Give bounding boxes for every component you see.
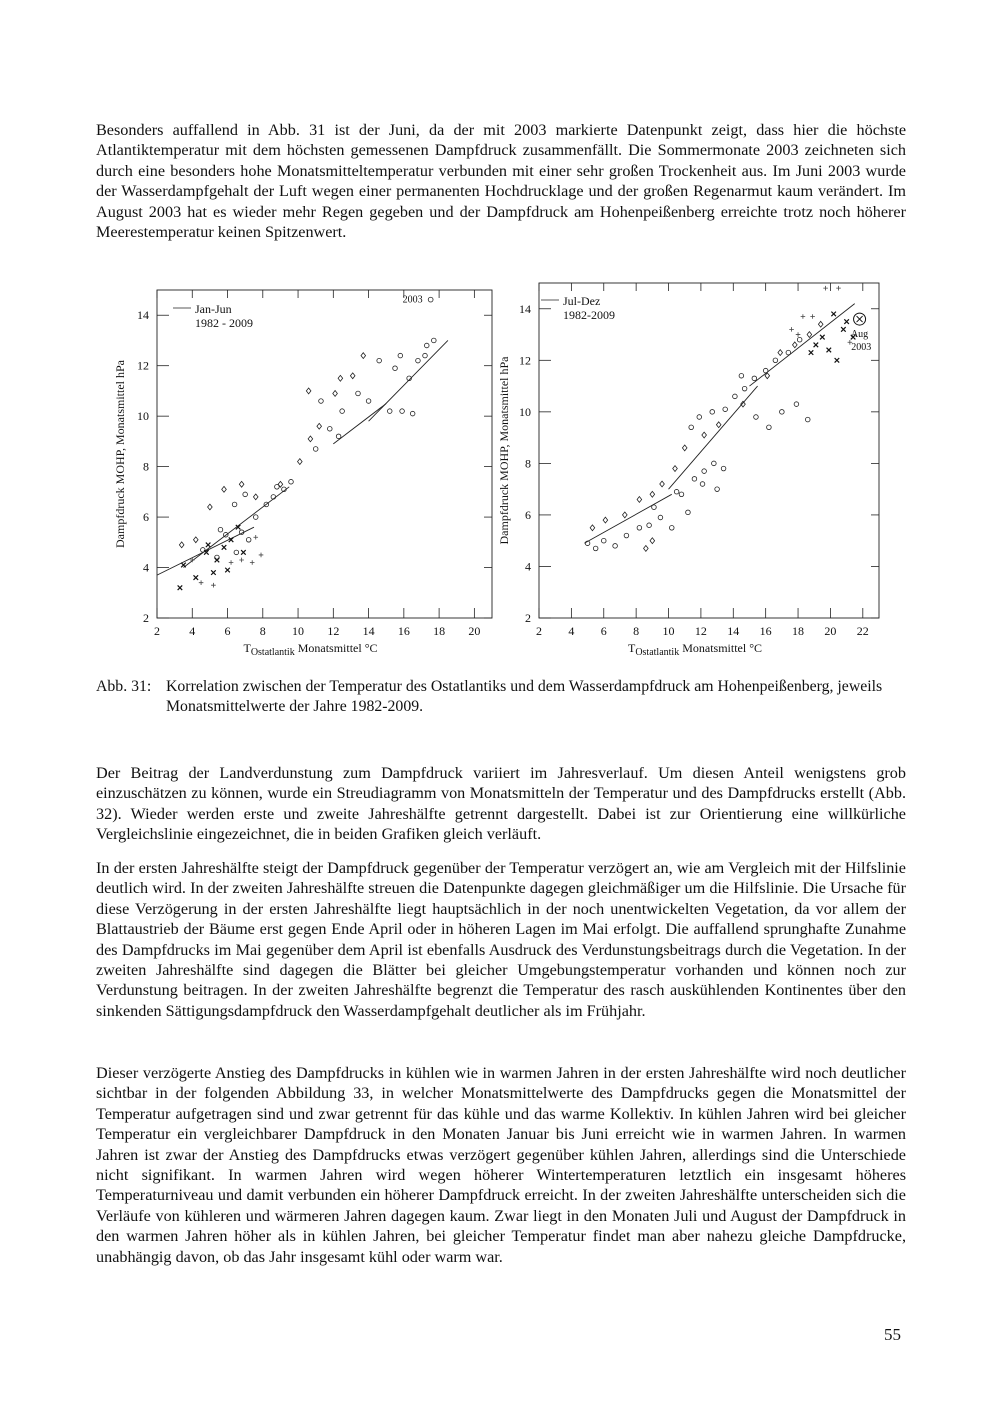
data-point-circle — [624, 533, 629, 538]
data-point-x — [809, 350, 814, 355]
scatter-chart-jan-jun — [112, 285, 507, 665]
paragraph-verzoegerung: Dieser verzögerte Anstieg des Dampfdrucks in kühlen wie in warmen Jahren in der ersten Jahreshälfte wird noch deutlicher sichtbar in der folgenden Abbildung 33, in welcher Monatsmittelwerte des Dampfdrucks gegen die Monatsmittel der Temperatur aufgetragen sind und zwar getrennt für das kühle und das warme Kollektiv. In kühlen Jahren wird bei gleicher Temperatur ein vergleichbarer Dampfdruck in den Monaten Januar bis Juni erreicht wie in warmen Jahren. In warmen Jahren ist zwar der Anstieg des Dampfdrucks etwas verzögert gegenüber kühlen Jahren, allerdings sind die Unterschiede nicht signifikant. In warmen Jahren wird wegen höherer Wintertemperaturen letztlich ein insgesamt höheres Temperaturniveau und damit verbunden ein höherer Dampfdruck erreicht. In der zweiten Jahreshälfte unterscheiden sich die Verläufe von kühleren und wärmeren Jahren dagegen kaum. Zwar liegt in den Monaten Juli und August der Dampfdruck in den warmen Jahren höher als in kühlen Jahren, bei gleicher Temperatur findet man aber nahezu gleiche Dampfdrucke, unabhängig davon, ob das Jahr insgesamt kühl oder warm war. — [96, 1064, 906, 1266]
data-point-circle — [232, 502, 237, 507]
y-tick-label: 6 — [143, 510, 149, 525]
data-point-circle — [797, 337, 802, 342]
data-point-diamond — [637, 497, 642, 503]
data-point-x — [831, 312, 836, 317]
data-point-circle — [700, 482, 705, 487]
data-point-plus — [801, 314, 806, 319]
y-axis-label: Dampfdruck MOHP, Monatsmittel hPa — [497, 356, 511, 545]
x-tick-label: 20 — [824, 624, 837, 638]
data-point-diamond — [702, 432, 707, 438]
data-point-circle — [593, 546, 598, 551]
x-tick-label: 4 — [568, 624, 575, 638]
data-point-x — [225, 568, 230, 573]
data-point-circle — [652, 505, 657, 510]
data-point-diamond — [818, 321, 823, 327]
data-point-diamond — [644, 546, 649, 552]
y-tick-label: 10 — [137, 409, 149, 424]
data-point-circle — [400, 409, 405, 414]
data-point-circle — [686, 510, 691, 515]
data-point-circle — [721, 466, 726, 471]
data-point-plus — [836, 286, 841, 291]
data-point-circle — [243, 492, 248, 497]
data-point-circle — [674, 489, 679, 494]
data-point-circle — [234, 550, 239, 555]
data-point-circle — [702, 469, 707, 474]
data-point-x — [835, 358, 840, 363]
data-point-circle — [647, 523, 652, 528]
y-tick-label: 14 — [137, 308, 149, 323]
x-tick-label: 20 — [468, 624, 481, 638]
data-point-x — [178, 585, 183, 590]
data-point-circle — [752, 376, 757, 381]
data-point-x — [814, 343, 819, 348]
data-point-x — [211, 570, 216, 575]
data-point-x — [241, 550, 246, 555]
highlight-x — [857, 316, 863, 322]
x-tick-label: 16 — [397, 624, 410, 638]
data-point-circle — [319, 399, 324, 404]
data-point-diamond — [208, 504, 213, 510]
data-point-plus — [199, 580, 204, 585]
data-point-diamond — [308, 436, 313, 442]
data-point-circle — [692, 477, 697, 482]
data-point-diamond — [778, 350, 783, 356]
data-point-circle — [356, 391, 361, 396]
data-point-plus — [253, 535, 258, 540]
data-point-x — [841, 327, 846, 332]
data-point-diamond — [239, 481, 244, 487]
annotation-label: 2003 — [402, 294, 423, 306]
data-point-x — [193, 575, 198, 580]
y-tick-label: 2 — [143, 611, 149, 625]
data-point-circle — [423, 353, 428, 358]
data-point-circle — [336, 434, 341, 439]
data-point-diamond — [350, 373, 355, 379]
data-point-circle — [689, 425, 694, 430]
data-point-diamond — [660, 481, 665, 487]
x-tick-label: 18 — [792, 624, 805, 638]
regression-line — [669, 386, 758, 489]
data-point-circle — [424, 343, 429, 348]
data-point-plus — [259, 553, 264, 558]
paragraph-intro: Besonders auffallend in Abb. 31 ist der Juni, da der mit 2003 markierte Datenpunkt zeigt, dass hier die höchste Atlantiktemperatur mit dem höchsten gemessenen Dampfdruck zusammenfällt. Die Sommermonate 2003 zeichneten sich durch eine besonders hohe Monatsmitteltemperatur verbunden mit einer sehr großen Trockenheit aus. Im Juni 2003 wurde der Wasserdampfgehalt der Luft wegen einer permanenten Hochdrucklage und der großen Regenarmut kaum verändert. Im August 2003 hat es wieder mehr Regen gegeben und der Dampfdruck am Hohenpeißenberg erreichte trotz noch höherer Meerestemperatur keinen Spitzenwert. — [96, 121, 906, 242]
annotation-label: 2003 — [851, 342, 872, 353]
data-point-circle — [739, 373, 744, 378]
plot-frame — [539, 283, 879, 618]
x-tick-label: 8 — [633, 624, 640, 638]
regression-line — [333, 404, 386, 444]
annotation-label: Aug — [850, 329, 869, 341]
data-point-circle — [313, 447, 318, 452]
data-point-circle — [327, 426, 332, 431]
x-tick-label: 6 — [600, 624, 607, 638]
data-point-x — [222, 545, 227, 550]
data-point-diamond — [716, 422, 721, 428]
x-axis-label: $T_{Ostatlantik}$ Monatsmittel °C — [243, 641, 378, 658]
data-point-x — [827, 348, 832, 353]
y-tick-label: 12 — [137, 358, 149, 373]
y-tick-label: 8 — [525, 456, 531, 471]
page-number: 55 — [884, 1325, 901, 1344]
y-tick-label: 14 — [519, 301, 531, 316]
data-point-diamond — [741, 401, 746, 407]
paragraph-landverdunstung: Der Beitrag der Landverdunstung zum Dampfdruck variiert im Jahresverlauf. Um diesen Anteil wenigstens grob einzuschätzen zu können, wurde ein Streudiagramm von Monatsmitteln der Temperatur und des Dampfdrucks erstellt (Abb. 32). Wieder werden erste und zweite Jahreshälfte getrennt dargestellt. Dabei ist zur Orientierung eine willkürliche Vergleichslinie eingezeichnet, die in beiden Grafiken gleich verläuft. — [96, 764, 906, 844]
data-point-circle — [377, 358, 382, 363]
data-point-circle — [246, 537, 251, 542]
data-point-plus — [250, 560, 255, 565]
y-axis-label: Dampfdruck MOHP, Monatsmittel hPa — [113, 360, 127, 548]
data-point-diamond — [673, 466, 678, 472]
data-point-circle — [780, 410, 785, 415]
data-point-diamond — [193, 537, 198, 543]
data-point-diamond — [179, 542, 184, 548]
data-point-diamond — [793, 342, 798, 348]
data-point-diamond — [298, 459, 303, 465]
y-tick-label: 8 — [143, 459, 149, 474]
data-point-circle — [767, 425, 772, 430]
data-point-circle — [387, 409, 392, 414]
legend-title: Jan-Jun — [195, 302, 232, 316]
x-tick-label: 22 — [856, 624, 869, 638]
x-tick-label: 2 — [536, 624, 542, 638]
data-point-circle — [253, 515, 258, 520]
data-point-circle — [786, 350, 791, 355]
data-point-circle — [723, 407, 728, 412]
regression-line — [749, 304, 854, 386]
data-point-circle — [613, 544, 618, 549]
data-point-circle — [733, 394, 738, 399]
x-axis-label: $T_{Ostatlantik}$ Monatsmittel °C — [627, 641, 763, 658]
data-point-x — [820, 335, 825, 340]
x-tick-label: 14 — [362, 624, 375, 638]
data-point-plus — [229, 560, 234, 565]
plot-frame — [157, 290, 492, 618]
data-point-circle — [805, 417, 810, 422]
legend-period: 1982 - 2009 — [195, 316, 253, 330]
data-point-x — [206, 543, 211, 548]
data-point-diamond — [253, 494, 258, 500]
data-point-circle — [669, 526, 674, 531]
x-tick-label: 10 — [662, 624, 675, 638]
caption-text: Korrelation zwischen der Temperatur des Ostatlantiks und dem Wasserdampfdruck am Hohenpeißenberg, jeweils Monatsmittelwerte der Jahre 1982-2009. — [166, 678, 883, 715]
data-point-diamond — [650, 491, 655, 497]
data-point-circle — [432, 338, 437, 343]
data-point-diamond — [333, 391, 338, 397]
paragraph-jahreshaelfte: In der ersten Jahreshälfte steigt der Dampfdruck gegenüber der Temperatur verzögert an, wie am Vergleich mit der Hilfslinie deutlich wird. In der zweiten Jahreshälfte streuen die Datenpunkte dagegen gleichmäßiger um die Hilfslinie. Die Ursache für diese Verzögerung in der ersten Jahreshälfte liegt hauptsächlich in der noch unentwickelten Vegetation, da vor allem der Blattaustrieb der Bäume erst gegen Ende April oder in höheren Lagen im Mai erfolgt. Die auffallend sprunghafte Zunahme des Dampfdrucks im Mai gegenüber dem April ist ebenfalls Ausdruck des Verdunstungsbeitrags durch die Vegetation. In der zweiten Jahreshälfte sind dagegen die Blätter bei gleicher Umgebungstemperatur vorhanden und können noch zur Verdunstung beitragen. In der zweiten Jahreshälfte begrenzt die Temperatur des rasch auskühlenden Kontinentes über den sinkenden Sättigungsdampfdruck den Wasserdampfgehalt deutlicher als im Frühjahr. — [96, 859, 906, 1020]
data-point-x — [181, 563, 186, 568]
data-point-circle — [773, 358, 778, 363]
scatter-chart-jul-dez — [494, 278, 894, 665]
data-point-diamond — [222, 486, 227, 492]
annotation-marker — [428, 297, 433, 302]
y-tick-label: 6 — [525, 507, 531, 522]
data-point-plus — [823, 286, 828, 291]
data-point-diamond — [682, 445, 687, 451]
data-point-circle — [366, 399, 371, 404]
data-point-circle — [410, 411, 415, 416]
data-point-diamond — [807, 332, 812, 338]
data-point-diamond — [361, 353, 366, 359]
y-tick-label: 10 — [519, 404, 531, 419]
data-point-circle — [697, 415, 702, 420]
y-tick-label: 4 — [143, 560, 149, 575]
data-point-plus — [796, 332, 801, 337]
data-point-diamond — [603, 517, 608, 523]
data-point-diamond — [650, 538, 655, 544]
data-point-circle — [398, 353, 403, 358]
data-point-circle — [742, 386, 747, 391]
data-point-circle — [794, 402, 799, 407]
x-tick-label: 10 — [292, 624, 305, 638]
data-point-diamond — [306, 388, 311, 394]
y-tick-label: 4 — [525, 559, 531, 574]
data-point-circle — [763, 368, 768, 373]
data-point-circle — [679, 492, 684, 497]
y-tick-label: 2 — [525, 611, 531, 625]
data-point-circle — [712, 461, 717, 466]
x-tick-label: 18 — [433, 624, 446, 638]
data-point-circle — [416, 358, 421, 363]
data-point-plus — [239, 558, 244, 563]
data-point-x — [844, 319, 849, 324]
x-tick-label: 6 — [224, 624, 231, 638]
x-tick-label: 14 — [727, 624, 740, 638]
legend-title: Jul-Dez — [563, 294, 601, 308]
data-point-circle — [393, 366, 398, 371]
x-tick-label: 12 — [694, 624, 707, 638]
x-tick-label: 12 — [327, 624, 340, 638]
legend-period: 1982-2009 — [563, 308, 615, 322]
x-tick-label: 4 — [189, 624, 196, 638]
data-point-plus — [211, 583, 216, 588]
data-point-circle — [658, 515, 663, 520]
data-point-circle — [710, 410, 715, 415]
x-tick-label: 8 — [259, 624, 266, 638]
data-point-circle — [218, 527, 223, 532]
data-point-circle — [215, 555, 220, 560]
data-point-plus — [810, 314, 815, 319]
data-point-circle — [754, 415, 759, 420]
data-point-circle — [601, 538, 606, 543]
data-point-circle — [637, 526, 642, 531]
data-point-diamond — [338, 375, 343, 381]
data-point-circle — [340, 409, 345, 414]
x-tick-label: 2 — [154, 624, 160, 638]
data-point-circle — [715, 487, 720, 492]
data-point-diamond — [623, 512, 628, 518]
data-point-diamond — [590, 525, 595, 531]
y-tick-label: 12 — [519, 353, 531, 368]
data-point-plus — [789, 327, 794, 332]
data-point-circle — [289, 479, 294, 484]
data-point-diamond — [317, 423, 322, 429]
caption-label: Abb. 31: — [96, 678, 152, 695]
x-tick-label: 16 — [759, 624, 772, 638]
